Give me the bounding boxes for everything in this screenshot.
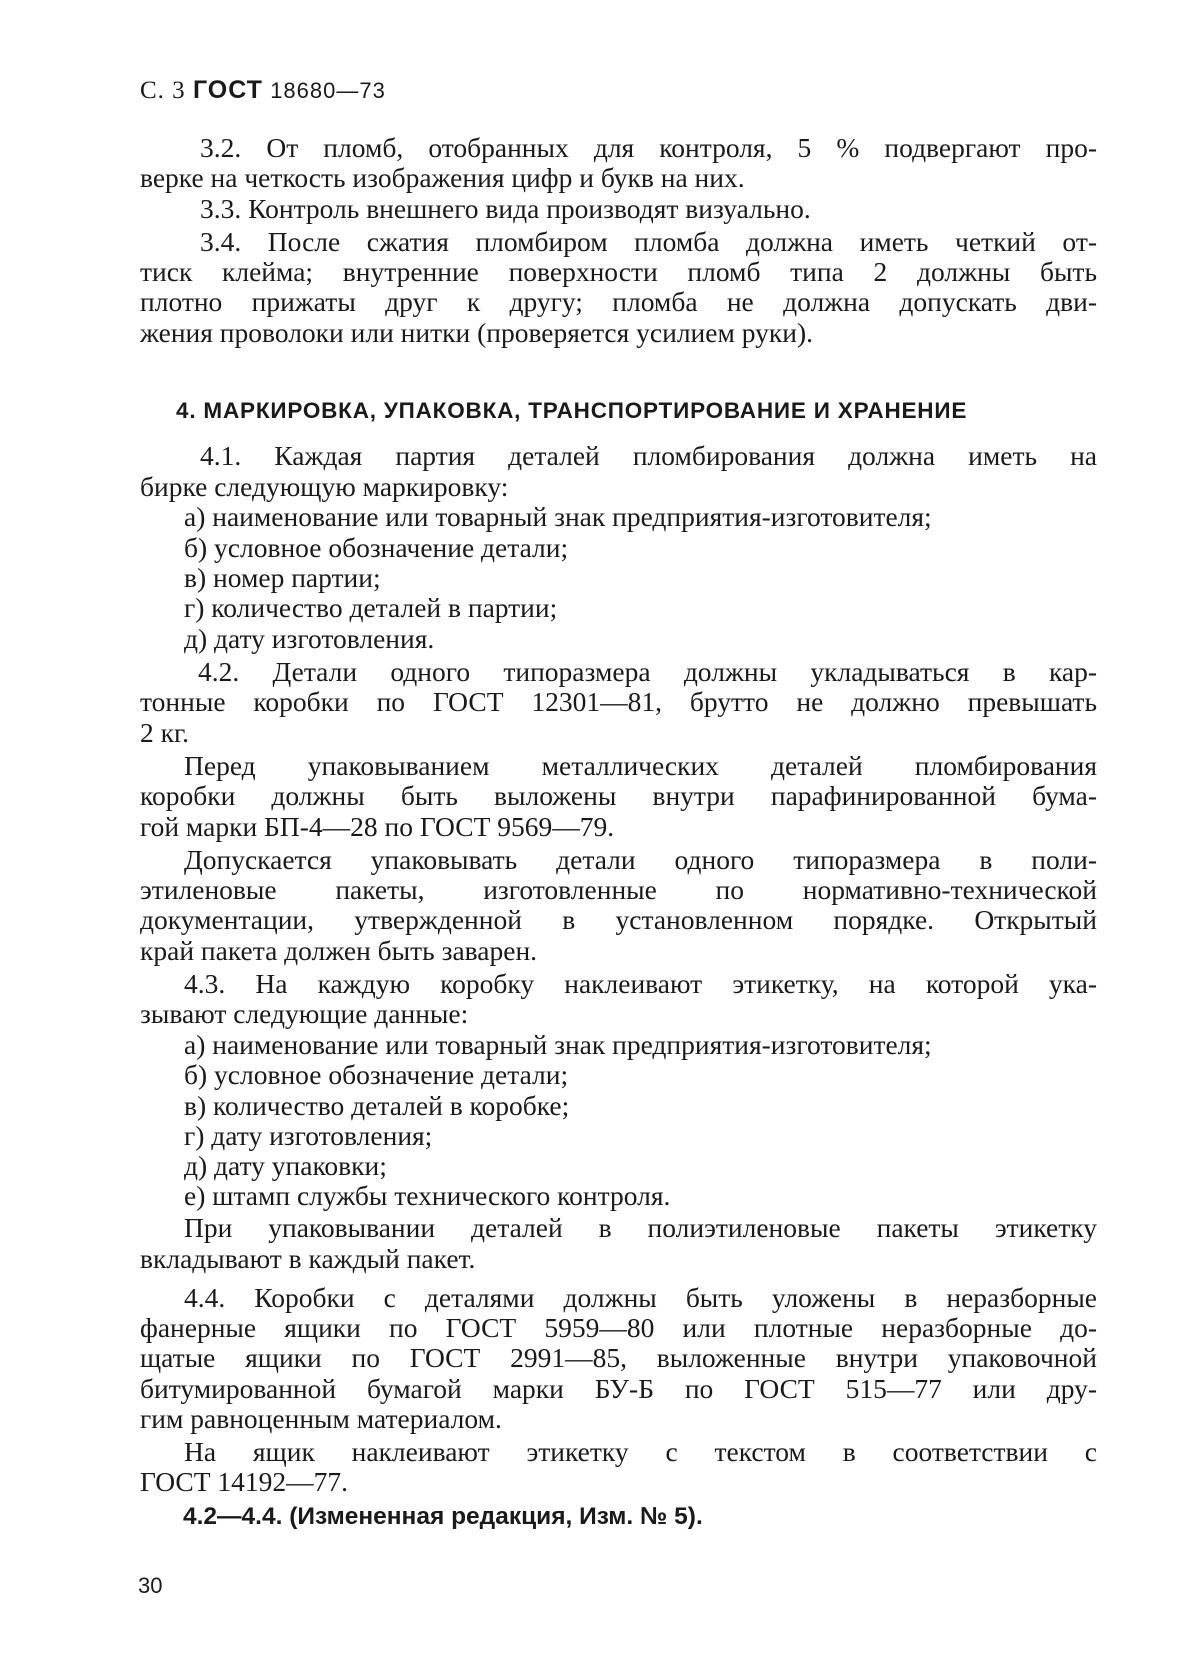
text-line: документации, утвержденной в установленном порядке. Открытый (140, 904, 1097, 935)
list-item: г) количество деталей в партии; (184, 592, 558, 623)
text-line: 4.3. На каждую коробку наклеивают этикетку, на которой ука- (184, 968, 1097, 999)
page-header (140, 76, 386, 105)
list-item: в) номер партии; (184, 562, 381, 593)
text-line: 3.2. От пломб, отобранных для контроля, 5 % подвергают про- (200, 132, 1097, 163)
text-line: вкладывают в каждый пакет. (140, 1243, 476, 1274)
text-line: бирке следующую маркировку: (140, 471, 509, 502)
text-line: На ящик наклеивают этикетку с текстом в соответствии с (184, 1436, 1097, 1467)
text-line: жения проволоки или нитки (проверяется усилием руки). (140, 317, 813, 348)
text-line: верке на четкость изображения цифр и букв на них. (140, 162, 745, 193)
header-page: С. 3 (140, 77, 186, 104)
header-number: 18680—73 (270, 78, 386, 103)
text-line: Допускается упаковывать детали одного типоразмера в поли- (184, 844, 1097, 875)
text-line: 4.2. Детали одного типоразмера должны укладываться в кар- (198, 656, 1097, 687)
text-line: 4.4. Коробки с деталями должны быть уложены в неразборные (184, 1282, 1097, 1313)
text-line: плотно прижаты друг к другу; пломба не должна допускать дви- (140, 286, 1097, 317)
text-line: гим равноценным материалом. (140, 1403, 502, 1434)
text-line: 3.4. После сжатия пломбиром пломба должна иметь четкий от- (200, 226, 1097, 257)
text-line: коробки должны быть выложены внутри парафинированной бума- (140, 780, 1097, 811)
text-line: битумированной бумагой марки БУ-Б по ГОСТ 515—77 или дру- (140, 1373, 1097, 1404)
text-line: щатые ящики по ГОСТ 2991—85, выложенные внутри упаковочной (140, 1342, 1097, 1373)
list-item: г) дату изготовления; (184, 1120, 433, 1151)
text-line: тонные коробки по ГОСТ 12301—81, брутто не должно превышать (140, 686, 1097, 717)
page-number: 30 (138, 1573, 163, 1598)
list-item: б) условное обозначение детали; (184, 532, 569, 563)
text-line: тиск клейма; внутренние поверхности пломб типа 2 должны быть (140, 256, 1097, 287)
list-item: а) наименование или товарный знак предприятия-изготовителя; (184, 1029, 932, 1060)
text-line: Перед упаковыванием металлических деталей пломбирования (184, 750, 1097, 781)
section-heading: 4. МАРКИРОВКА, УПАКОВКА, ТРАНСПОРТИРОВАНИЕ И ХРАНЕНИЕ (176, 398, 968, 423)
text-line: гой марки БП-4—28 по ГОСТ 9569—79. (140, 811, 615, 842)
text-line: этиленовые пакеты, изготовленные по нормативно-технической (140, 874, 1097, 905)
text-line: 2 кг. (140, 717, 190, 748)
list-item: е) штамп службы технического контроля. (184, 1180, 671, 1211)
amendment-note: 4.2—4.4. (Измененная редакция, Изм. № 5). (183, 1503, 703, 1530)
text-line: ГОСТ 14192—77. (140, 1466, 349, 1497)
text-line: край пакета должен быть заварен. (140, 935, 538, 966)
text-line: При упаковывании деталей в полиэтиленовые пакеты этикетку (184, 1212, 1097, 1243)
text-line: зывают следующие данные: (140, 998, 469, 1029)
list-item: д) дату изготовления. (184, 623, 435, 654)
list-item: а) наименование или товарный знак предприятия-изготовителя; (184, 501, 932, 532)
header-standard: ГОСТ (192, 76, 263, 104)
text-line: фанерные ящики по ГОСТ 5959—80 или плотные неразборные до- (140, 1312, 1097, 1343)
list-item: д) дату упаковки; (184, 1150, 387, 1181)
list-item: в) количество деталей в коробке; (184, 1090, 570, 1121)
text-line: 4.1. Каждая партия деталей пломбирования должна иметь на (200, 440, 1097, 471)
text-line: 3.3. Контроль внешнего вида производят визуально. (200, 193, 811, 224)
list-item: б) условное обозначение детали; (184, 1059, 569, 1090)
